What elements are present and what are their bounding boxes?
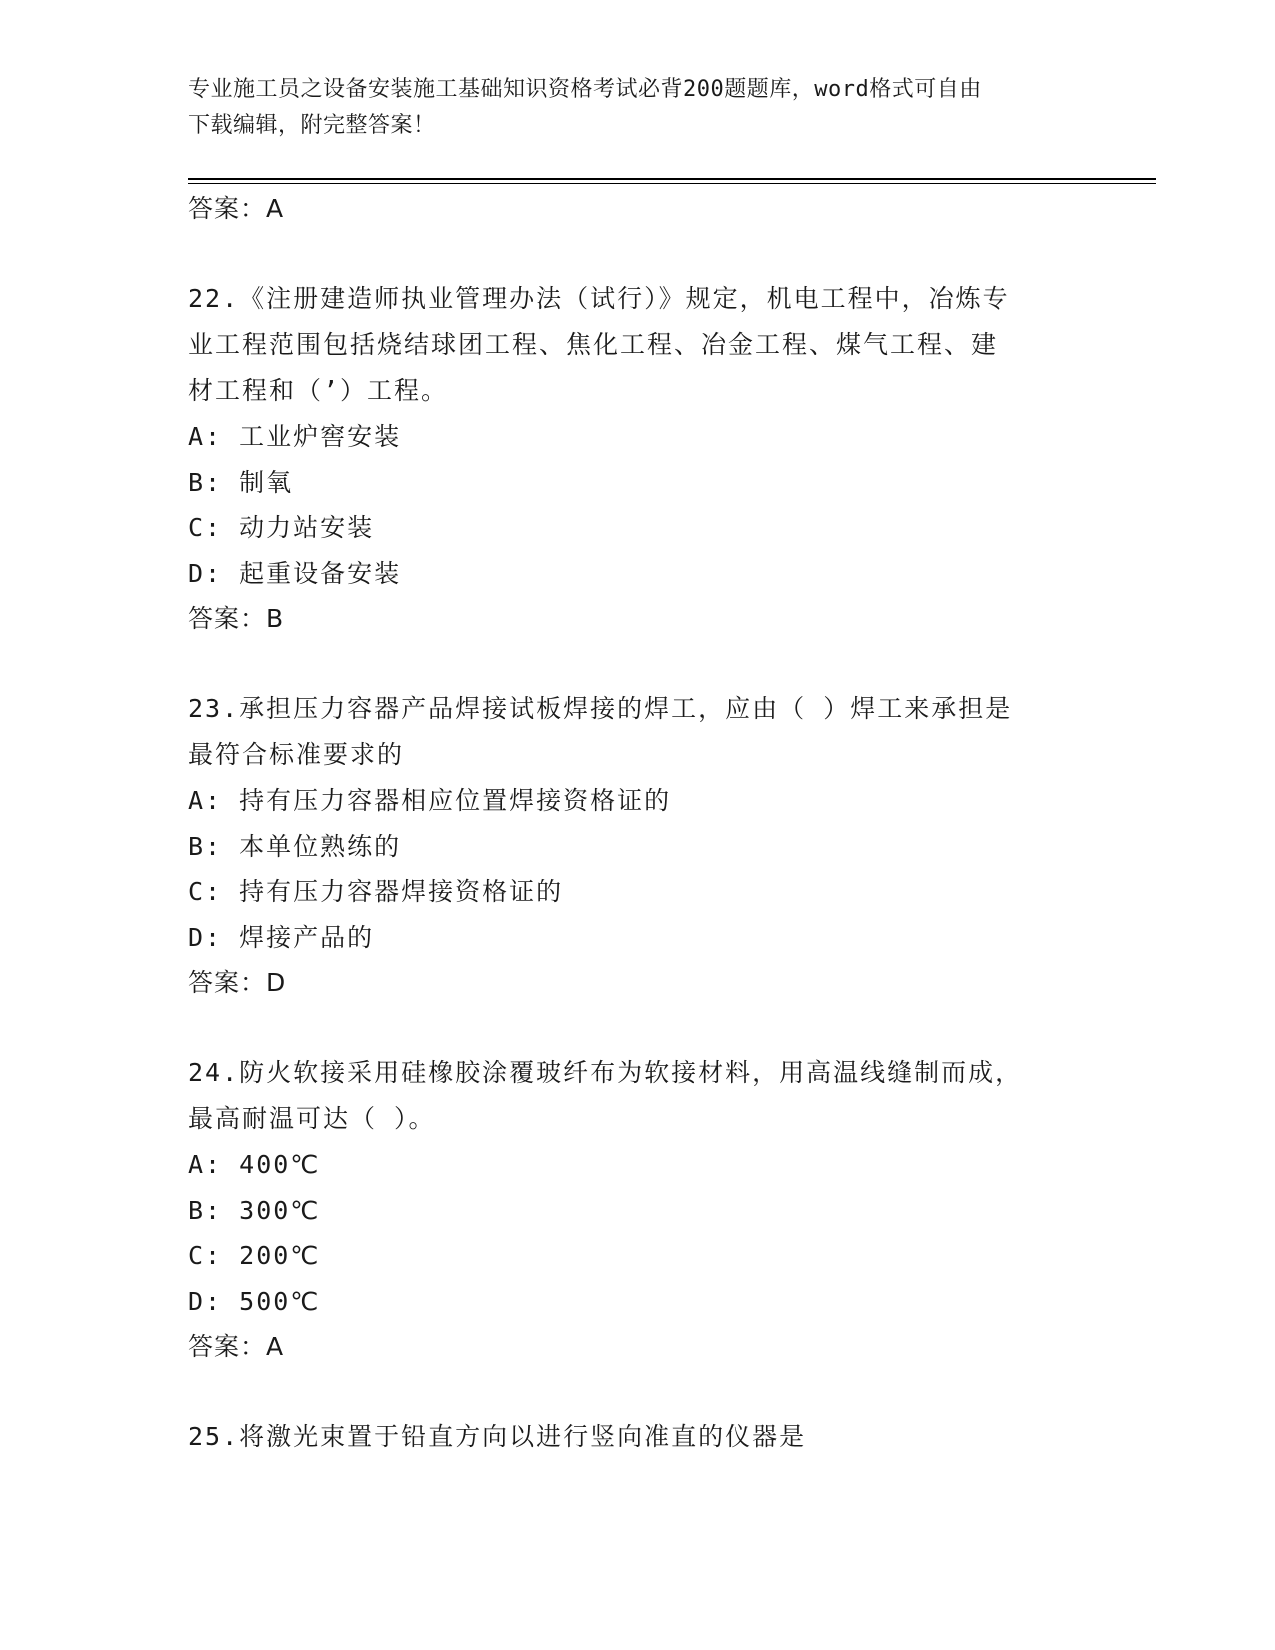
question-text-line: 22.《注册建造师执业管理办法（试行）》规定，机电工程中，冶炼专 — [188, 284, 1010, 313]
question-text-line: 23.承担压力容器产品焊接试板焊接的焊工，应由（ ）焊工来承担是 — [188, 694, 1013, 723]
document-header — [188, 72, 1068, 144]
option-b: B: 300℃ — [188, 1195, 321, 1225]
question-text-line: 业工程范围包括烧结球团工程、焦化工程、冶金工程、煤气工程、建 — [188, 330, 999, 359]
header-line-2: 下载编辑，附完整答案！ — [188, 113, 436, 138]
question-text-line: 25.将激光束置于铅直方向以进行竖向准直的仪器是 — [188, 1422, 807, 1451]
option-a: A: 工业炉窖安装 — [188, 422, 402, 451]
option-d: D: 焊接产品的 — [188, 922, 375, 952]
option-c: C: 持有压力容器焊接资格证的 — [188, 877, 564, 906]
option-a: A: 400℃ — [188, 1150, 321, 1179]
option-b: B: 制氧 — [188, 467, 294, 497]
answer-text: 答案：A — [188, 1332, 285, 1361]
document-body — [188, 186, 1088, 1460]
answer-text: 答案：B — [188, 604, 285, 633]
header-line-1: 专业施工员之设备安装施工基础知识资格考试必背200题题库，word格式可自由 — [188, 77, 982, 102]
question-text-line: 最符合标准要求的 — [188, 740, 405, 769]
option-d: D: 起重设备安装 — [188, 558, 402, 588]
option-c: C: 动力站安装 — [188, 513, 375, 542]
question-block — [188, 276, 1088, 642]
answer-text: 答案：A — [188, 194, 285, 223]
option-c: C: 200℃ — [188, 1241, 321, 1270]
header-divider-thin — [188, 183, 1156, 184]
question-block — [188, 1050, 1088, 1370]
question-block — [188, 686, 1088, 1006]
answer-text: 答案：D — [188, 968, 287, 997]
question-text-line: 24.防火软接采用硅橡胶涂覆玻纤布为软接材料，用高温线缝制而成， — [188, 1058, 1023, 1087]
question-text-line: 最高耐温可达（ ）。 — [188, 1104, 436, 1133]
option-d: D: 500℃ — [188, 1286, 321, 1316]
question-text-line: 材工程和（’）工程。 — [188, 376, 449, 405]
option-b: B: 本单位熟练的 — [188, 831, 402, 861]
header-divider-thick — [188, 178, 1156, 180]
option-a: A: 持有压力容器相应位置焊接资格证的 — [188, 786, 672, 815]
question-block — [188, 1414, 1088, 1460]
